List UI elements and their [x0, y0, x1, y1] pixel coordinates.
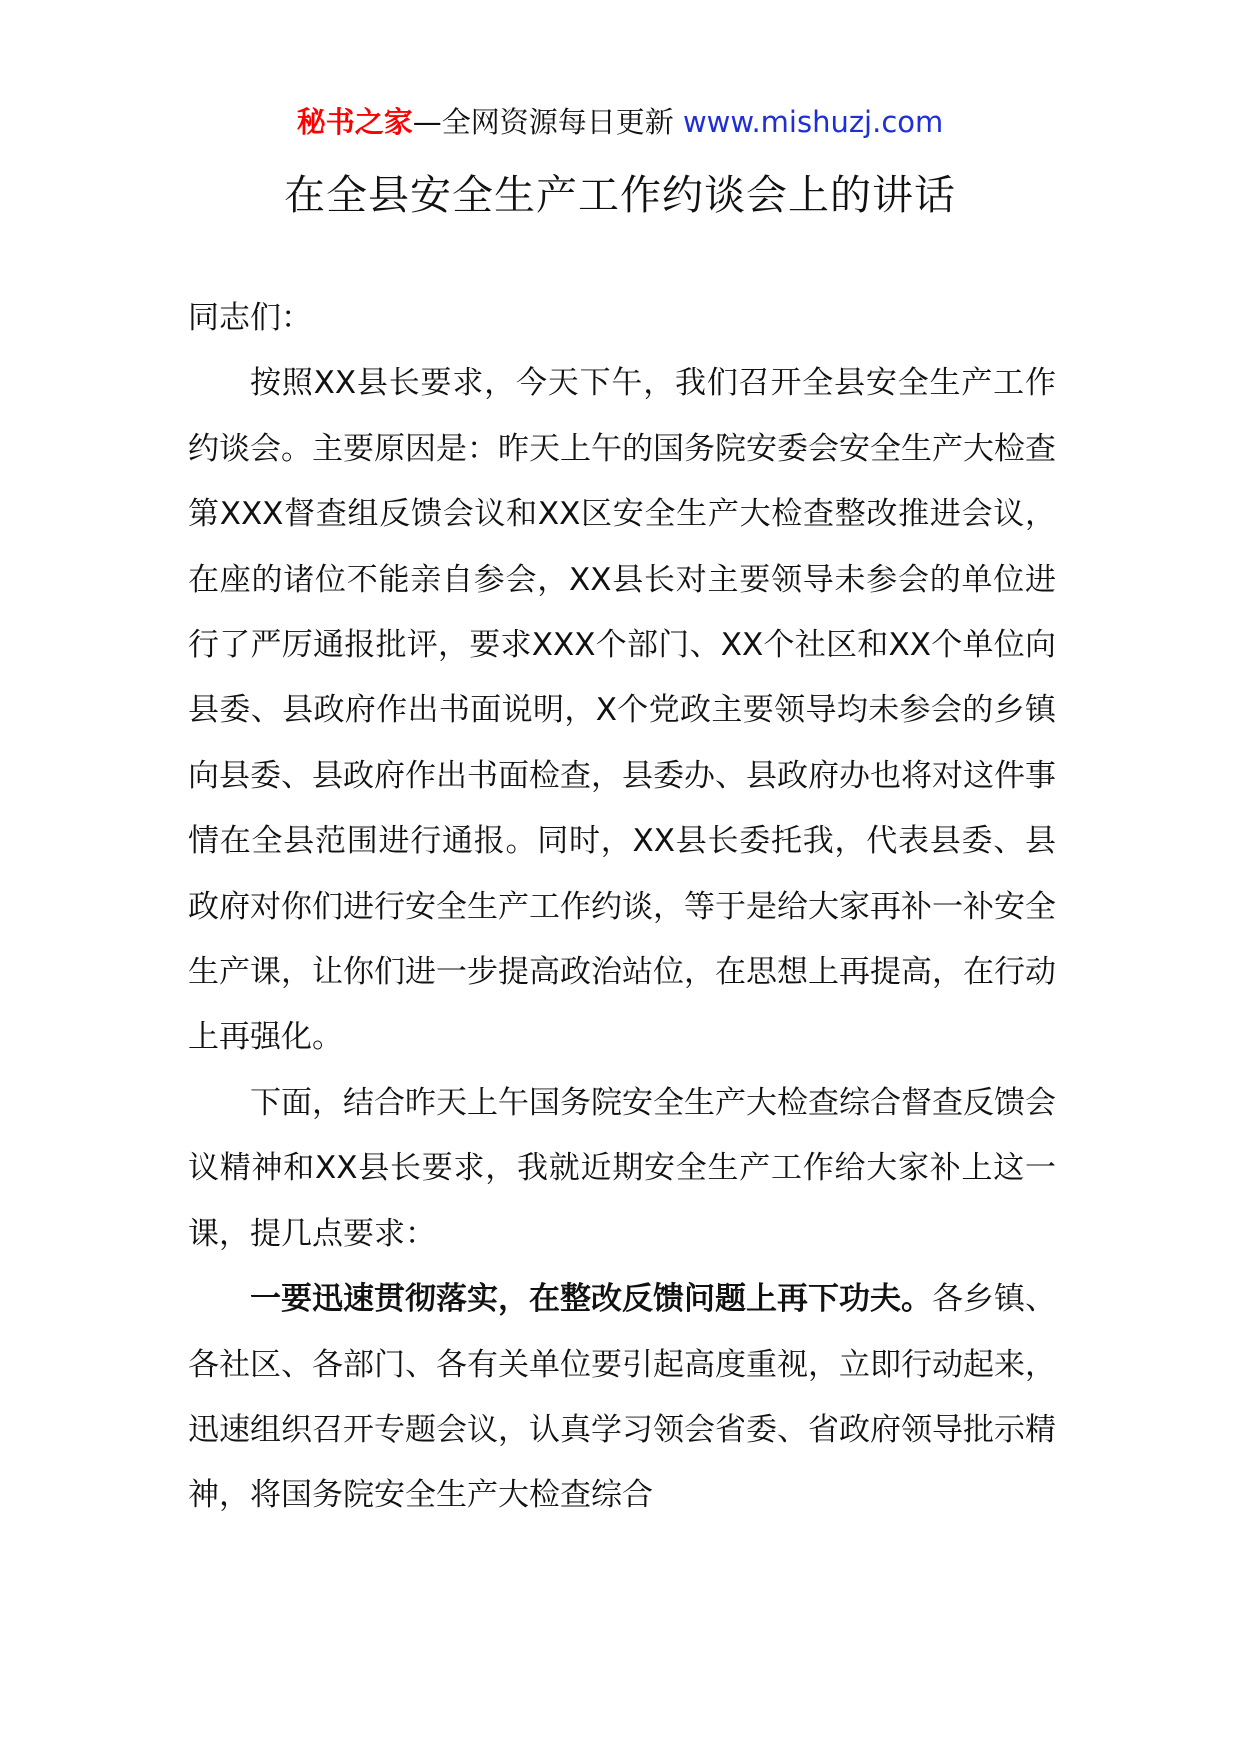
header-tagline: —全网资源每日更新 — [412, 105, 674, 139]
paragraph-3-lead: 一要迅速贯彻落实，在整改反馈问题上再下功夫。 — [250, 1281, 932, 1318]
paragraph-2: 下面，结合昨天上午国务院安全生产大检查综合督查反馈会议精神和XX县长要求，我就近期安全生产工作给大家补上这一课，提几点要求： — [188, 1084, 1056, 1252]
brand-name: 秘书之家 — [296, 105, 413, 139]
paragraph-1: 按照XX县长要求，今天下午，我们召开全县安全生产工作约谈会。主要原因是：昨天上午的国务院安委会安全生产大检查第XXX督查组反馈会议和XX区安全生产大检查整改推进会议，在座的诸位不能亲自参会，XX县长对主要领导未参会的单位进行了严厉通报批评，要求XXX个部门、XX个社区和XX个单位向县委、县政府作出书面说明，X个党政主要领导均未参会的乡镇向县委、县政府作出书面检查，县委办、县政府办也将对这件事情在全县范围进行通报。同时，XX县长委托我，代表县委、县政府对你们进行安全生产工作约谈，等于是给大家再补一补安全生产课，让你们进一步提高政治站位，在思想上再提高，在行动上再强化。 — [188, 365, 1056, 1056]
site-header — [0, 100, 1240, 144]
salutation: 同志们： — [188, 300, 312, 336]
paragraph-3 — [188, 1267, 1056, 1529]
paragraph-3-text: 各乡镇、各社区、各部门、各有关单位要引起高度重视，立即行动起来，迅速组织召开专题会议，认真学习领会省委、省政府领导批示精神，将国务院安全生产大检查综合 — [188, 1281, 1056, 1514]
site-url-link[interactable]: www.mishuzj.com — [682, 105, 944, 139]
document-title: 在全县安全生产工作约谈会上的讲话 — [284, 171, 956, 219]
document-body — [188, 286, 1056, 1529]
